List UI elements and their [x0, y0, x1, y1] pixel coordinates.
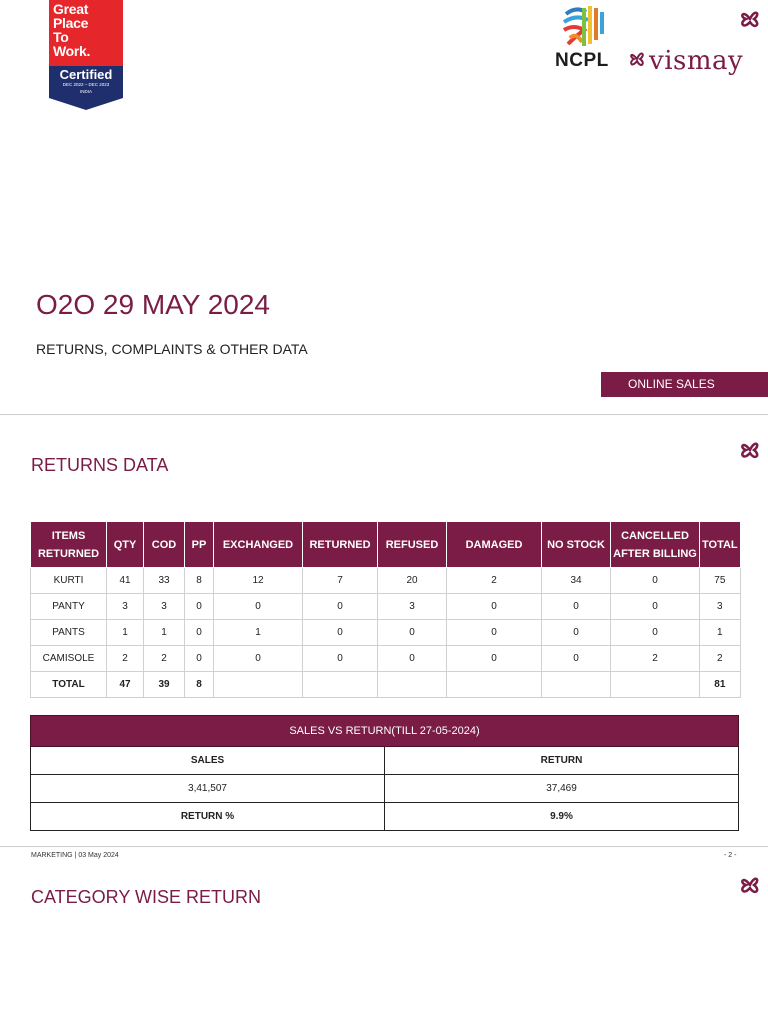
table-cell [611, 672, 700, 698]
table-cell: 2 [700, 646, 741, 672]
gptw-line-1: Great [53, 1, 89, 17]
col-refused: REFUSED [378, 522, 447, 568]
sales-label: SALES [31, 747, 385, 775]
online-sales-tab: ONLINE SALES [601, 372, 768, 397]
table-cell: 0 [447, 646, 542, 672]
ncpl-logo-icon [562, 4, 606, 52]
table-cell [447, 672, 542, 698]
table-cell: 0 [303, 620, 378, 646]
flower-icon [737, 6, 763, 32]
table-cell: 0 [303, 646, 378, 672]
table-cell: 0 [611, 620, 700, 646]
table-cell: 0 [378, 620, 447, 646]
table-cell [378, 672, 447, 698]
table-cell: TOTAL [31, 672, 107, 698]
table-cell [542, 672, 611, 698]
table-cell: 75 [700, 568, 741, 594]
returns-header-row [31, 522, 741, 568]
return-value: 37,469 [385, 775, 739, 803]
table-row [31, 620, 741, 646]
divider [0, 414, 768, 415]
table-cell: 41 [107, 568, 144, 594]
table-cell: 81 [700, 672, 741, 698]
col-damaged: DAMAGED [447, 522, 542, 568]
table-row [31, 803, 739, 831]
table-cell: 2 [447, 568, 542, 594]
table-row [31, 568, 741, 594]
table-cell: 0 [542, 594, 611, 620]
table-cell: 2 [107, 646, 144, 672]
table-cell: 47 [107, 672, 144, 698]
gptw-dates: DEC 2022 – DEC 2023 [62, 82, 110, 87]
page-subtitle: RETURNS, COMPLAINTS & OTHER DATA [36, 341, 308, 357]
gptw-certified-text: Certified [59, 67, 113, 82]
table-cell: 2 [144, 646, 185, 672]
table-cell: PANTS [31, 620, 107, 646]
gptw-country: INDIA [79, 89, 92, 94]
col-no-stock: NO STOCK [542, 522, 611, 568]
table-cell: 1 [144, 620, 185, 646]
table-cell: 8 [185, 568, 214, 594]
col-items-returned: ITEMS RETURNED [31, 522, 107, 568]
col-returned: RETURNED [303, 522, 378, 568]
col-cancelled-after-billing: CANCELLED AFTER BILLING [611, 522, 700, 568]
table-cell: 0 [185, 620, 214, 646]
table-cell [303, 672, 378, 698]
vismay-logo [627, 46, 743, 76]
col-total: TOTAL [700, 522, 741, 568]
table-cell: KURTI [31, 568, 107, 594]
return-label: RETURN [385, 747, 739, 775]
table-cell: 0 [611, 568, 700, 594]
ncpl-wordmark: NCPL [555, 50, 609, 71]
table-cell: 8 [185, 672, 214, 698]
gptw-line-2: Place [53, 15, 89, 31]
table-row [31, 646, 741, 672]
table-cell: 3 [107, 594, 144, 620]
table-cell: 1 [107, 620, 144, 646]
col-pp: PP [185, 522, 214, 568]
table-total-row [31, 672, 741, 698]
return-pct-value: 9.9% [385, 803, 739, 831]
table-row [31, 775, 739, 803]
flower-icon [737, 437, 763, 463]
divider [0, 846, 768, 847]
table-cell: 7 [303, 568, 378, 594]
col-qty: QTY [107, 522, 144, 568]
returns-table [30, 521, 741, 698]
table-cell: CAMISOLE [31, 646, 107, 672]
category-section-title: CATEGORY WISE RETURN [31, 887, 262, 907]
table-cell: 0 [447, 594, 542, 620]
table-cell: 12 [214, 568, 303, 594]
page-title: O2O 29 MAY 2024 [36, 289, 270, 320]
returns-section-title: RETURNS DATA [31, 455, 169, 475]
gptw-badge-wordmark [49, 0, 123, 66]
sales-vs-return-table [30, 715, 739, 831]
col-cod: COD [144, 522, 185, 568]
table-cell: 0 [185, 646, 214, 672]
table-cell: 0 [378, 646, 447, 672]
gptw-line-3: To [53, 29, 69, 45]
table-cell [214, 672, 303, 698]
table-cell: 0 [303, 594, 378, 620]
table-cell: 0 [185, 594, 214, 620]
table-cell: 3 [144, 594, 185, 620]
table-cell: 3 [378, 594, 447, 620]
gptw-certified-banner [49, 66, 123, 110]
gptw-line-4: Work. [53, 43, 91, 59]
table-cell: 1 [214, 620, 303, 646]
gptw-badge [49, 0, 123, 110]
table-cell: 1 [700, 620, 741, 646]
vismay-wordmark: vismay [649, 46, 744, 76]
table-cell: 0 [214, 646, 303, 672]
table-row [31, 594, 741, 620]
table-cell: 20 [378, 568, 447, 594]
flower-icon [737, 872, 763, 898]
page-number: - 2 - [724, 852, 737, 859]
table-row [31, 747, 739, 775]
table-cell: 34 [542, 568, 611, 594]
sales-vs-return-title: SALES VS RETURN(TILL 27-05-2024) [31, 716, 739, 747]
table-cell: 33 [144, 568, 185, 594]
table-cell: 0 [447, 620, 542, 646]
table-cell: 0 [611, 594, 700, 620]
table-cell: 39 [144, 672, 185, 698]
table-cell: 3 [700, 594, 741, 620]
footer-text: MARKETING | 03 May 2024 [31, 852, 119, 859]
col-exchanged: EXCHANGED [214, 522, 303, 568]
vismay-flower-icon [627, 47, 647, 71]
table-cell: PANTY [31, 594, 107, 620]
return-pct-label: RETURN % [31, 803, 385, 831]
table-cell: 0 [542, 646, 611, 672]
table-cell: 0 [214, 594, 303, 620]
table-cell: 2 [611, 646, 700, 672]
table-cell: 0 [542, 620, 611, 646]
sales-value: 3,41,507 [31, 775, 385, 803]
